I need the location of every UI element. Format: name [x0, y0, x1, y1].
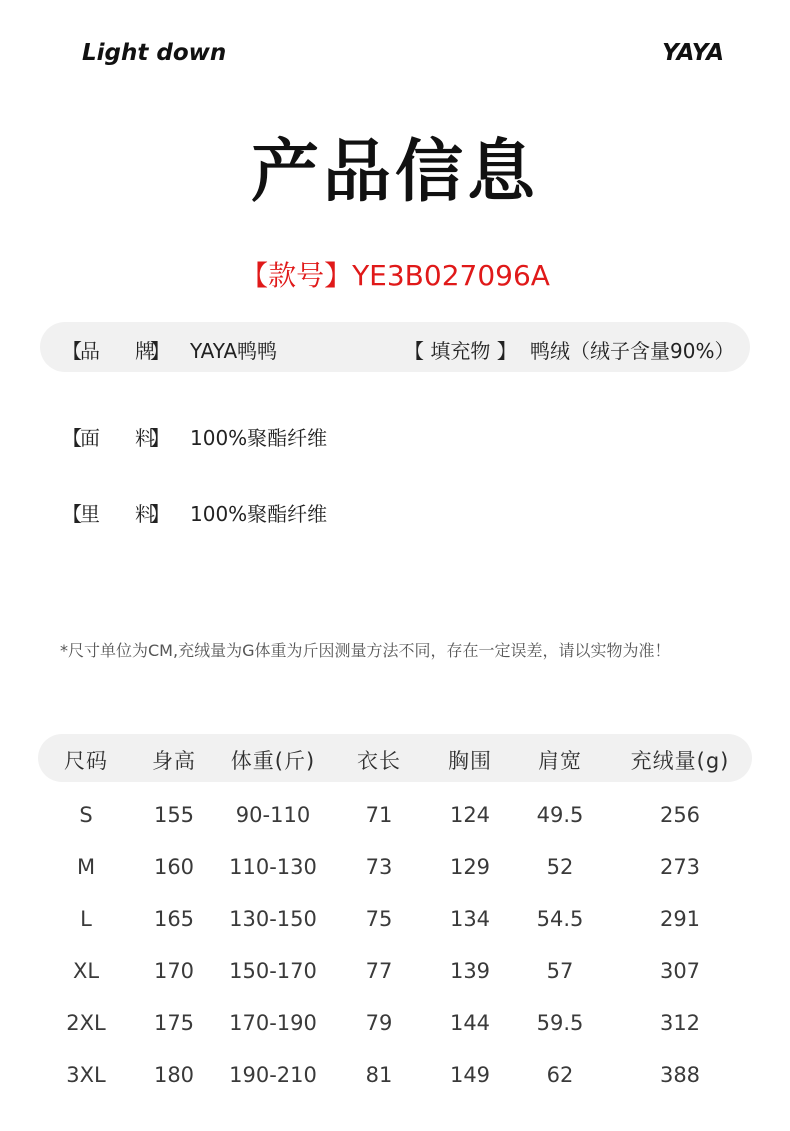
- table-cell: S: [79, 803, 93, 827]
- table-cell: 77: [365, 959, 393, 983]
- table-cell: 388: [659, 1063, 701, 1087]
- table-cell: 175: [153, 1011, 195, 1035]
- table-cell: 170: [153, 959, 195, 983]
- table-header-cell: 衣长: [357, 749, 401, 773]
- table-cell: 273: [659, 855, 701, 879]
- table-cell: 59.5: [536, 1011, 584, 1035]
- table-cell: 49.5: [536, 803, 584, 827]
- table-cell: 110-130: [229, 855, 317, 879]
- table-cell: 81: [365, 1063, 393, 1087]
- bracket-close: 】: [150, 502, 170, 526]
- info-row-brand: [0, 322, 790, 372]
- table-cell: 71: [365, 803, 393, 827]
- filling-label: 【 填充物 】: [404, 339, 517, 363]
- table-cell: 160: [153, 855, 195, 879]
- lining-value: 100%聚酯纤维: [190, 502, 328, 526]
- table-cell: 62: [546, 1063, 574, 1087]
- table-cell: 75: [365, 907, 393, 931]
- brand-left-text: Light down: [82, 40, 227, 66]
- brand-value: YAYA鸭鸭: [190, 339, 278, 363]
- brand-right-text: YAYA: [662, 40, 724, 66]
- table-cell: 139: [449, 959, 491, 983]
- shell-value: 100%聚酯纤维: [190, 426, 328, 450]
- table-header-cell: 尺码: [64, 749, 108, 773]
- shell-label-char1: 面: [80, 426, 100, 450]
- lining-label-char1: 里: [80, 502, 100, 526]
- brand-label-char1: 品: [80, 339, 100, 363]
- style-number: 【款号】YE3B027096A: [240, 259, 550, 292]
- table-header-cell: 胸围: [448, 749, 492, 773]
- table-cell: 190-210: [229, 1063, 317, 1087]
- info-row-lining: [0, 485, 790, 535]
- table-cell: 150-170: [229, 959, 317, 983]
- table-cell: XL: [72, 959, 100, 983]
- table-cell: 180: [153, 1063, 195, 1087]
- table-cell: 307: [659, 959, 701, 983]
- table-cell: 134: [449, 907, 491, 931]
- table-cell: 256: [659, 803, 701, 827]
- table-cell: 79: [365, 1011, 393, 1035]
- filling-value: 鸭绒（绒子含量90%）: [530, 339, 735, 363]
- table-header-cell: 充绒量(g): [630, 749, 730, 773]
- table-cell: 90-110: [235, 803, 311, 827]
- table-cell: 3XL: [66, 1063, 106, 1087]
- brand-label-char2: 牌: [135, 339, 155, 363]
- table-header-cell: 体重(斤): [230, 749, 316, 773]
- table-cell: 291: [659, 907, 701, 931]
- table-cell: 52: [546, 855, 574, 879]
- lining-label-char2: 料: [135, 502, 155, 526]
- table-cell: 54.5: [536, 907, 584, 931]
- table-header-cell: 肩宽: [538, 749, 582, 773]
- measurement-note: *尺寸单位为CM,充绒量为G体重为斤因测量方法不同，存在一定误差，请以实物为准！: [60, 641, 671, 660]
- table-cell: 129: [449, 855, 491, 879]
- bracket-close: 】: [150, 426, 170, 450]
- table-cell: 144: [449, 1011, 491, 1035]
- page-title: 产品信息: [250, 133, 539, 212]
- table-cell: 155: [153, 803, 195, 827]
- bracket-open: 【: [62, 426, 82, 450]
- table-cell: 312: [659, 1011, 701, 1035]
- table-cell: 124: [449, 803, 491, 827]
- table-cell: 57: [546, 959, 574, 983]
- info-row-shell: [0, 409, 790, 459]
- table-cell: 149: [449, 1063, 491, 1087]
- table-cell: 165: [153, 907, 195, 931]
- shell-label-char2: 料: [135, 426, 155, 450]
- table-header-cell: 身高: [152, 749, 196, 773]
- table-cell: L: [80, 907, 92, 931]
- bracket-open: 【: [62, 502, 82, 526]
- table-cell: 170-190: [229, 1011, 317, 1035]
- bracket-open: 【: [62, 339, 82, 363]
- table-cell: M: [76, 855, 96, 879]
- table-cell: 2XL: [66, 1011, 106, 1035]
- table-cell: 73: [365, 855, 393, 879]
- table-cell: 130-150: [229, 907, 317, 931]
- bracket-close: 】: [150, 339, 170, 363]
